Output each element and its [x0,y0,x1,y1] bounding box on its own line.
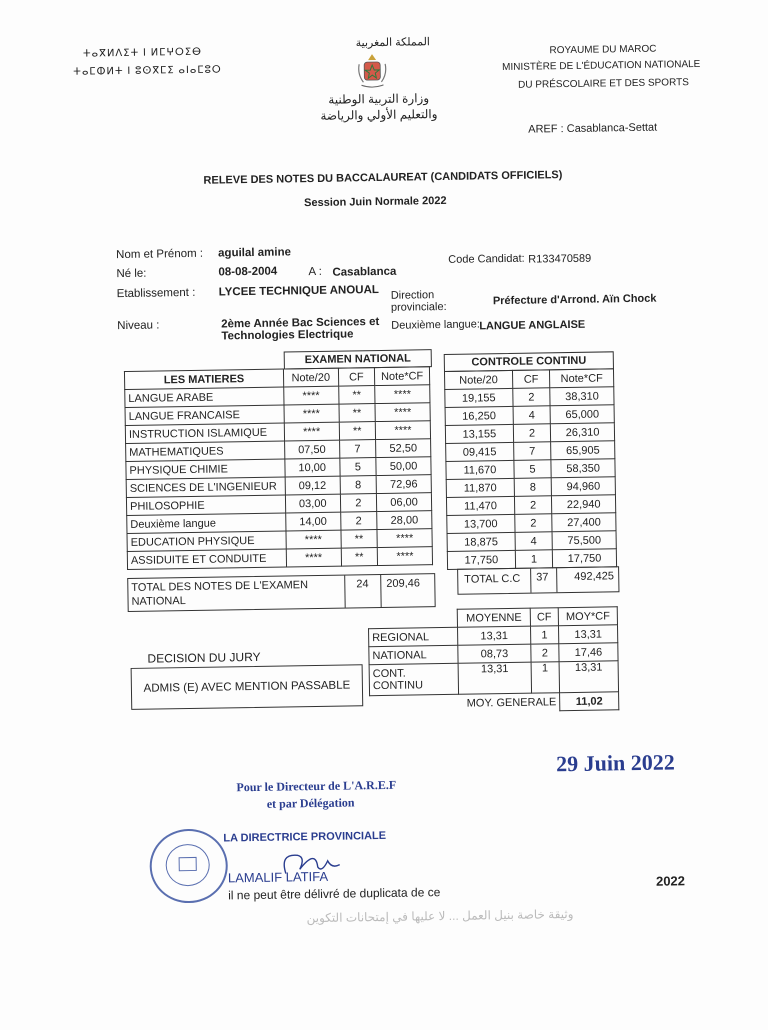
avg-moyenne: 13,31 [458,662,531,694]
national-notecf: **** [375,385,430,404]
name-label: Nom et Prénom : [116,247,204,262]
tifinagh-line-2: ⵜⴰⵎⵀⵍⵜ ⵏ ⵓⵙⴳⵎⵉ ⴰⵏⴰⵎⵓⵔ [73,64,222,78]
place-label: A : [308,265,322,279]
national-subject: ASSIDUITE ET CONDUITE [127,549,286,569]
national-subject: INSTRUCTION ISLAMIQUE [125,423,284,443]
cc-notecf: 22,940 [552,495,616,514]
national-cf: 5 [339,458,376,477]
avg-moyenne: 08,73 [458,644,531,663]
level-line-1: 2ème Année Bac Sciences et [221,315,380,331]
cc-note: 11,870 [446,478,514,497]
cc-notecf: 26,310 [551,423,615,442]
birth-place: Casablanca [332,265,397,279]
direction-label-1: Direction [390,289,435,302]
national-cf: ** [338,386,375,405]
cc-note: 18,875 [447,532,515,551]
national-cf: ** [339,422,376,441]
cc-cf: 4 [515,532,553,551]
directeur-line-1: Pour le Directeur de L'A.R.E.F [236,777,397,795]
avg-cf: 1 [531,662,560,693]
level-line-2: Technologies Electrique [221,328,354,343]
total-national-label-1: TOTAL DES NOTES DE L'EXAMEN [131,579,309,594]
cc-note: 17,750 [447,550,515,569]
general-average-value: 11,02 [560,692,619,711]
header-fr-line-1: ROYAUME DU MAROC [549,43,657,57]
arabic-ministry-2: والتعليم الأولي والرياضة [320,107,438,123]
avg-label-multiline [369,663,459,695]
avg-label: REGIONAL [369,627,459,646]
birth-label: Né le: [116,267,147,281]
national-group-header: EXAMEN NATIONAL [284,349,432,369]
school-label: Etablissement : [116,286,196,301]
total-cc-box [457,566,619,595]
avg-moycf: 17,46 [559,643,618,662]
cc-note: 11,670 [446,460,514,479]
duplicata-notice: il ne peut être délivré de duplicata de ce [228,885,441,903]
lang-label: Deuxième langue: [391,318,481,332]
total-national-label-2: NATIONAL [131,595,186,608]
directrice-label: LA DIRECTRICE PROVINCIALE [223,829,387,845]
cc-note: 13,155 [445,424,513,443]
cc-cf: 2 [514,496,552,515]
avg-cf: 1 [530,626,559,644]
national-cf: ** [339,404,376,423]
averages-table [368,606,620,714]
cc-notecf: 94,960 [551,477,615,496]
code-label: Code Candidat: [448,252,525,266]
national-cf: 7 [339,440,376,459]
page-title: RELEVE DES NOTES DU BACCALAUREAT (CANDIDATS OFFICIELS) [203,169,563,187]
national-notecf: 72,96 [376,475,431,494]
header-fr-line-2: MINISTÈRE DE L'ÉDUCATION NATIONALE [502,58,701,74]
direction-label-2: provinciale: [390,300,447,314]
national-table [124,366,433,570]
arabic-footer: وثيقة خاصة بنيل العمل ... لا عليها في إمتحانات التكوين [306,907,574,926]
national-note: **** [286,548,341,567]
decision-box: ADMIS (E) AVEC MENTION PASSABLE [131,664,364,710]
national-cf: 2 [340,512,377,531]
direction-value: Préfecture d'Arrond. Aïn Chock [492,292,657,308]
candidate-name: aguilal amine [218,246,292,260]
avg-label: NATIONAL [369,645,459,664]
cc-notecf: 17,750 [553,549,617,568]
cc-col-notecf: Note*CF [550,369,614,388]
official-stamp-icon [149,828,228,903]
directeur-line-2: et par Délégation [266,795,355,811]
national-note: **** [284,386,339,405]
avg-moycf: 13,31 [559,625,618,644]
avg-col-cf: CF [530,608,559,626]
avg-label-line-1: CONT. [372,667,406,681]
cc-notecf: 75,500 [552,531,616,550]
avg-cf: 2 [530,644,559,662]
national-subject: LANGUE FRANCAISE [125,405,284,425]
arabic-kingdom: المملكة المغربية [355,36,431,50]
aref-label: AREF : Casablanca-Settat [528,121,658,136]
avg-label-line-2: CONTINU [372,679,424,693]
national-notecf: 50,00 [376,457,431,476]
cc-cf: 1 [515,550,553,569]
avg-col-moyenne: MOYENNE [458,608,531,627]
general-average-label: MOY. GENERALE [466,696,557,710]
national-subject: MATHEMATIQUES [126,441,285,461]
candidate-code: R133470589 [528,252,592,266]
cc-note: 09,415 [446,442,514,461]
national-notecf: 52,50 [376,439,431,458]
cc-notecf: 38,310 [550,387,614,406]
col-note: Note/20 [283,368,338,387]
avg-col-moycf: MOY*CF [558,607,617,626]
total-cc-value: 492,425 [574,570,615,583]
col-notecf: Note*CF [375,367,430,386]
national-note: 07,50 [284,440,339,459]
cc-col-note: Note/20 [444,370,512,389]
date-stamp: 29 Juin 2022 [555,749,675,777]
coat-of-arms-icon [355,52,390,96]
total-national-box [127,573,435,612]
cc-cf: 5 [514,460,552,479]
cc-notecf: 27,400 [552,513,616,532]
school-name: LYCEE TECHNIQUE ANOUAL [218,283,379,299]
total-cc-label: TOTAL C.C [464,572,521,586]
cc-notecf: 65,000 [550,405,614,424]
total-national-cf: 24 [356,578,369,591]
arabic-ministry-1: وزارة التربية الوطنية [328,91,430,107]
national-subject: PHILOSOPHIE [126,495,285,515]
cc-notecf: 58,350 [551,459,615,478]
cc-cf: 7 [513,442,551,461]
cc-col-cf: CF [512,370,550,389]
col-cf: CF [338,368,375,387]
national-note: 10,00 [285,458,340,477]
avg-row [369,661,618,696]
national-cf: ** [341,530,378,549]
national-note: **** [286,530,341,549]
cc-group-header: CONTROLE CONTINU [444,351,614,372]
cc-note: 16,250 [445,406,513,425]
national-subject: Deuxième langue [127,513,286,533]
decision-title: DECISION DU JURY [147,649,261,666]
cc-cf: 2 [513,424,551,443]
lang-value: LANGUE ANGLAISE [479,318,586,333]
national-subject: LANGUE ARABE [125,387,284,407]
national-notecf: **** [377,547,432,566]
cc-cf: 2 [513,388,551,407]
cc-note: 19,155 [445,388,513,407]
session-label: Session Juin Normale 2022 [303,194,447,210]
cc-note: 13,700 [447,514,515,533]
tifinagh-line-1: ⵜⴰⴳⵍⴷⵉⵜ ⵏ ⵍⵎⵖⵔⵉⴱ [82,46,203,60]
footer-year: 2022 [655,873,686,889]
total-cc-cf: 37 [536,571,549,584]
national-cf: ** [341,548,378,567]
national-subject: PHYSIQUE CHIMIE [126,459,285,479]
signatory-name: LAMALIF LATIFA [227,868,329,886]
cc-cf: 8 [514,478,552,497]
national-cf: 8 [340,476,377,495]
national-subject: SCIENCES DE L'INGENIEUR [126,477,285,497]
national-cf: 2 [340,494,377,513]
national-note: **** [284,422,339,441]
national-note: **** [284,404,339,423]
national-notecf: **** [375,403,430,422]
avg-moyenne: 13,31 [458,626,531,645]
national-note: 09,12 [285,476,340,495]
total-national-value: 209,46 [386,577,421,590]
national-notecf: 28,00 [377,511,432,530]
national-notecf: **** [377,529,432,548]
national-row [127,547,432,570]
avg-general-row [370,692,619,714]
header-fr-line-3: DU PRÉSCOLAIRE ET DES SPORTS [518,77,689,91]
col-subject: LES MATIERES [124,369,283,389]
cc-notecf: 65,905 [551,441,615,460]
national-note: 14,00 [286,512,341,531]
cc-table [444,368,617,570]
national-subject: EDUCATION PHYSIQUE [127,531,286,551]
avg-moycf: 13,31 [559,661,618,693]
birth-date: 08-08-2004 [218,265,278,279]
cc-note: 11,470 [446,496,514,515]
cc-cf: 2 [515,514,553,533]
cc-cf: 4 [513,406,551,425]
level-label: Niveau : [117,319,160,333]
national-notecf: 06,00 [377,493,432,512]
national-notecf: **** [375,421,430,440]
national-note: 03,00 [285,494,340,513]
